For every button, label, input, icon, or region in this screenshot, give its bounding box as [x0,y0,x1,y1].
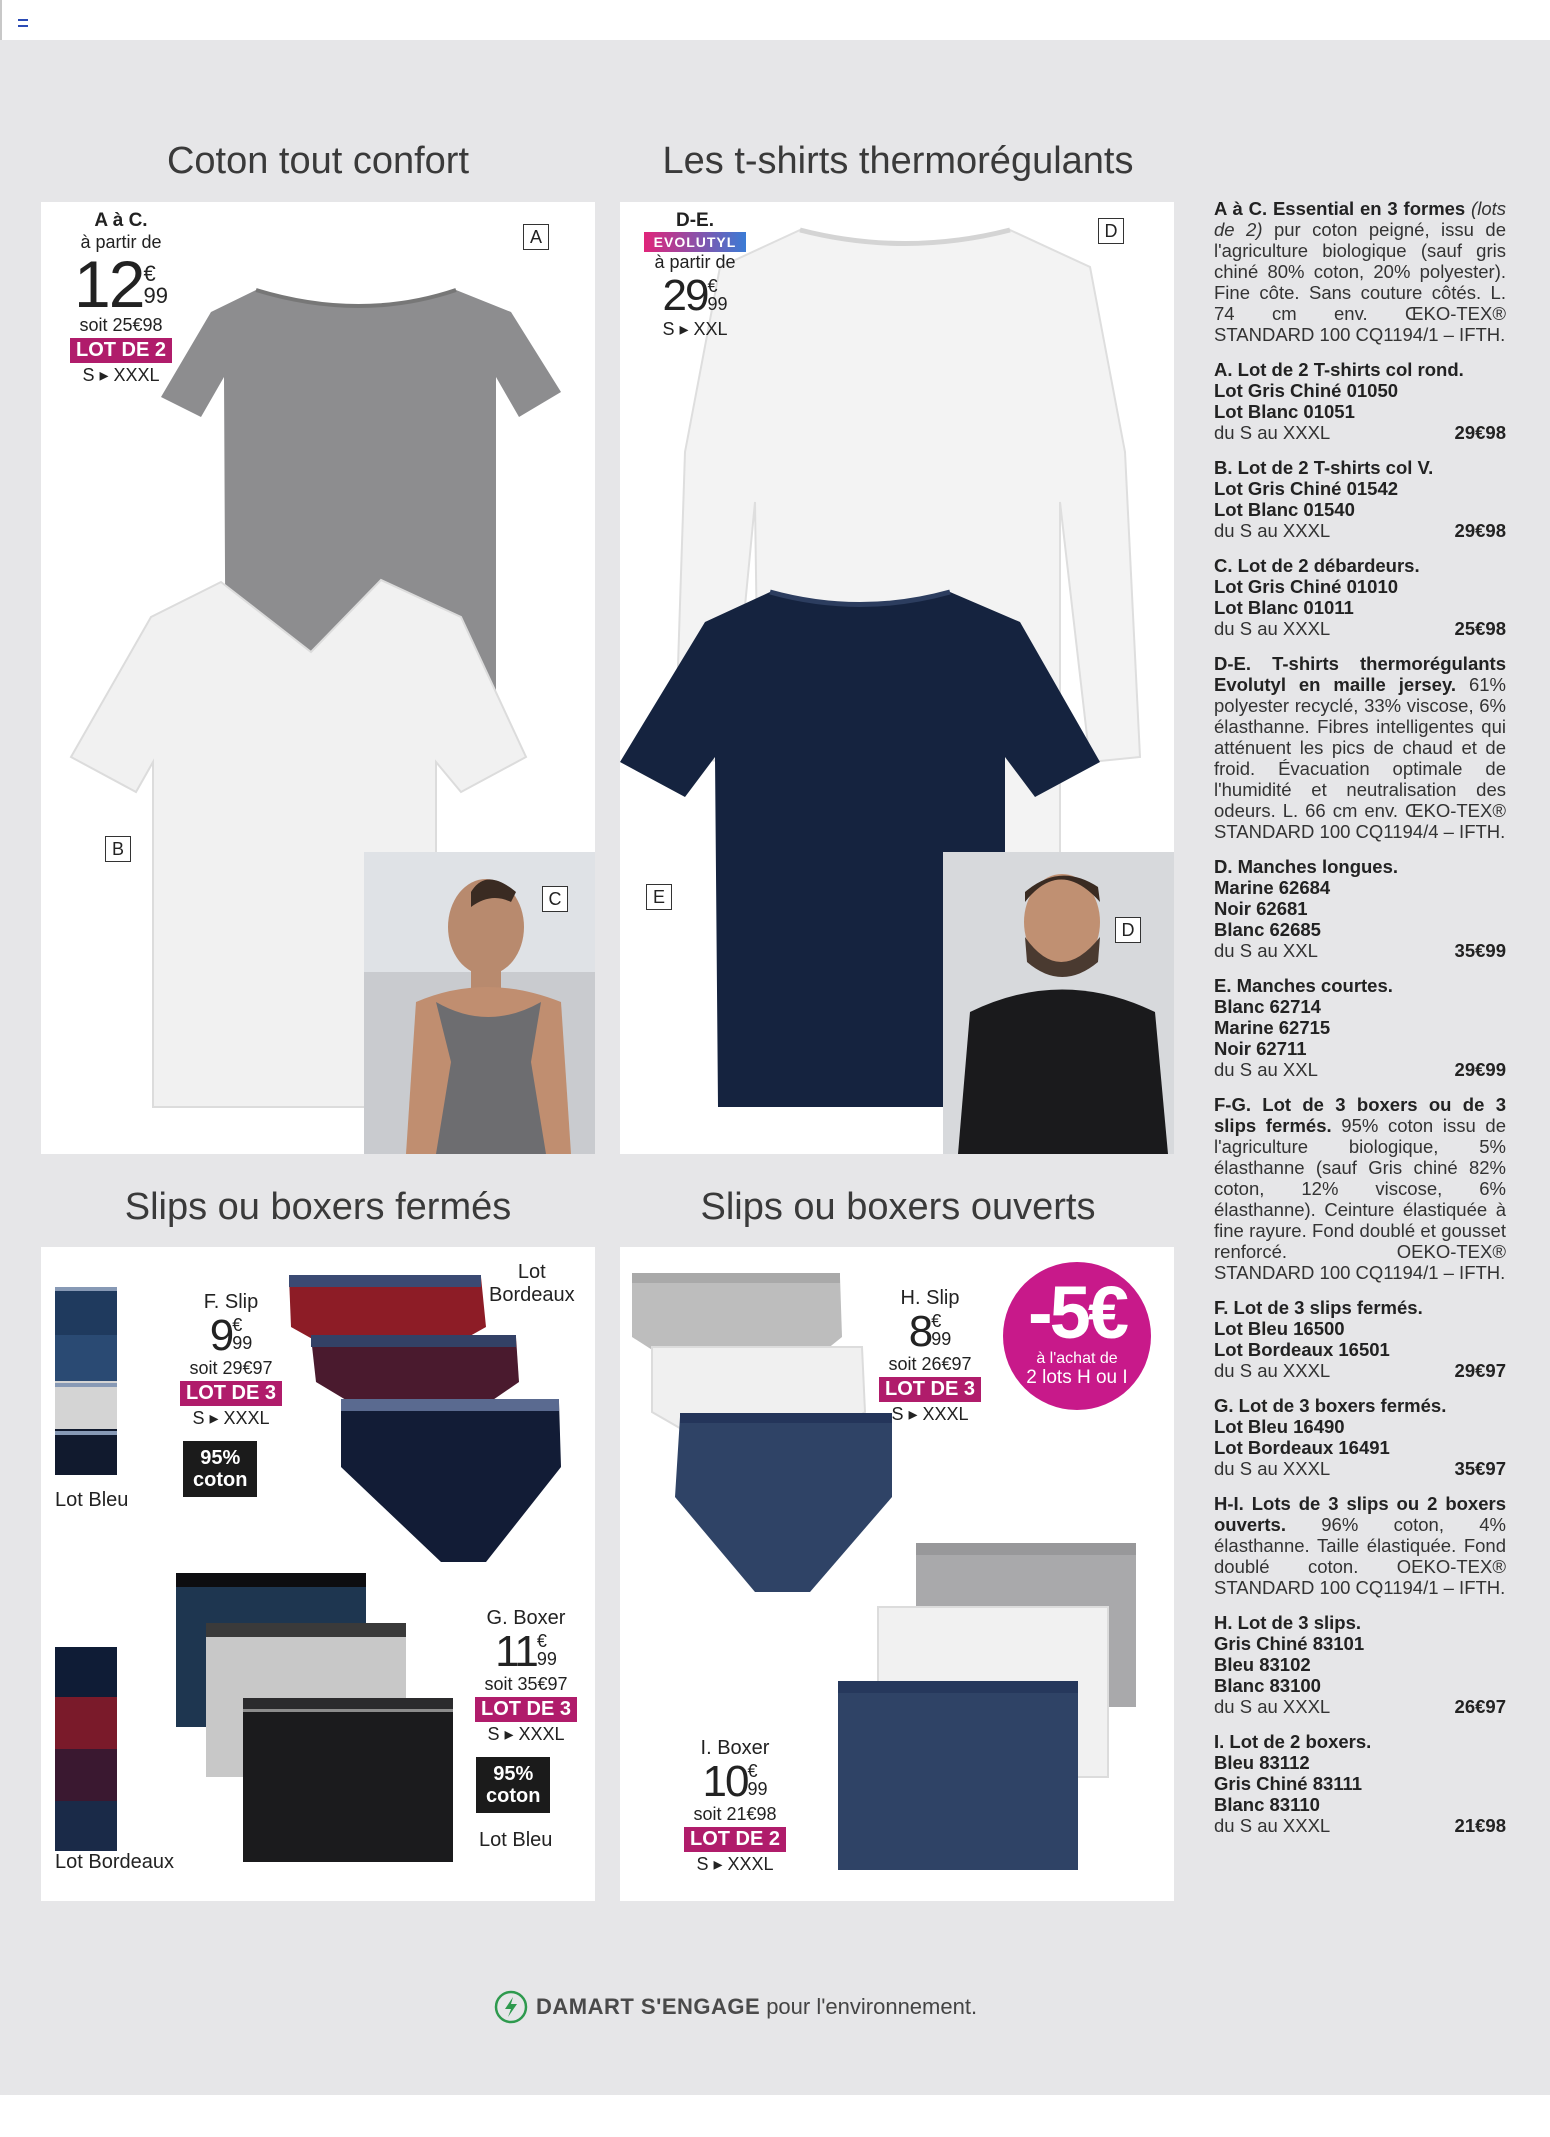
price-currency: € [143,261,156,286]
sizes: S ▸ XXL [662,319,728,339]
product-item-sizes: du S au XXXL [1214,1696,1331,1717]
soit-price: soit 25€98 [79,315,163,335]
heading-coton: Coton tout confort [166,140,470,182]
price-decimals: 99 [536,1649,557,1669]
product-item-price: 35€97 [1454,1458,1506,1479]
menu-icon[interactable] [18,19,28,27]
product-item-ref: Bleu 83112 [1214,1752,1310,1773]
from-label: à partir de [80,232,162,252]
product-item-footer [1214,1815,1506,1836]
price-decimals: 99 [143,283,168,308]
bottom-bar [0,2095,1550,2137]
price-currency: € [232,1315,243,1335]
product-item-price: 25€98 [1454,618,1506,639]
price-int: 9 [209,1311,233,1360]
product-item-price: 29€98 [1454,422,1506,443]
price-block-h [865,1287,995,1425]
swatch-bordeaux-2 [55,1697,117,1749]
items-hi [1214,1612,1506,1836]
product-item-ref: Blanc 62714 [1214,996,1321,1017]
sizes: S ▸ XXXL [696,1854,774,1874]
price-int: 12 [74,247,144,321]
product-item-footer [1214,520,1506,541]
product-item-price: 29€97 [1454,1360,1506,1381]
desc-ac-text: pur coton peigné, issu de l'agriculture biologique (sauf gris chiné 80% coton, 20% polyester). Fine côte. Sans couture côtés. L. 74 cm env. ŒKO-TEX® STANDARD 100 CQ1194/1 – IFTH. [1214,219,1506,345]
product-item-ref: Marine 62684 [1214,877,1331,898]
product-item-ref: Blanc 62685 [1214,919,1321,940]
product-item-ref: Lot Gris Chiné 01010 [1214,576,1399,597]
swatch-blue [55,1289,117,1335]
price-decimals: 99 [232,1333,253,1353]
soit-price: soit 29€97 [189,1358,273,1378]
product-item-title: C. Lot de 2 débardeurs. [1214,555,1420,576]
desc-de-title: D-E. T-shirts thermorégulants Evolutyl en maille jersey. [1214,653,1506,695]
product-item-ref: Lot Gris Chiné 01050 [1214,380,1399,401]
product-item-sizes: du S au XXXL [1214,1458,1331,1479]
product-item-title: E. Manches courtes. [1214,975,1393,996]
product-item-title: H. Lot de 3 slips. [1214,1612,1361,1633]
price-decimals: 99 [707,294,728,314]
coton-badge-g [476,1757,550,1813]
product-item-price: 21€98 [1454,1815,1506,1836]
soit-price: soit 21€98 [693,1804,777,1824]
product-item-title: G. Lot de 3 boxers fermés. [1214,1395,1447,1416]
product-item-ref: Lot Bordeaux 16501 [1214,1339,1390,1360]
price-block-ac [51,210,191,386]
product-item-price: 29€99 [1454,1059,1506,1080]
swatch-bordeaux-3 [55,1749,117,1801]
product-item-ref: Lot Blanc 01011 [1214,597,1354,618]
label-d: D [1098,218,1124,244]
caption-lot-bordeaux-top [489,1261,575,1307]
price-block-g [459,1607,593,1745]
desc-de-intro [1214,653,1506,842]
product-item [1214,856,1506,961]
caption-lot-bordeaux-bottom: Lot Bordeaux [55,1851,174,1873]
boxer-black [243,1702,453,1862]
product-item-price: 35€99 [1454,940,1506,961]
product-item-footer [1214,618,1506,639]
price-currency: € [931,1311,942,1331]
brief-navy [341,1402,561,1562]
product-item-sizes: du S au XXL [1214,1059,1318,1080]
price-currency: € [707,276,718,296]
price-block-de [620,210,770,340]
product-item [1214,555,1506,639]
product-item-ref: Marine 62715 [1214,1017,1331,1038]
promo-amount: -5€ [1028,1271,1126,1354]
soit-price: soit 26€97 [888,1354,972,1374]
lot-badge: LOT DE 3 [475,1697,577,1722]
product-item [1214,1612,1506,1717]
product-item-ref: Lot Bleu 16500 [1214,1318,1345,1339]
price-decimals: 99 [747,1779,768,1799]
desc-fg-title: F-G. Lot de 3 boxers ou de 3 slips fermés. [1214,1094,1506,1136]
price-currency: € [747,1761,758,1781]
promo-line2: 2 lots H ou I [1026,1367,1128,1388]
product-item-sizes: du S au XXXL [1214,520,1331,541]
product-item-footer [1214,1360,1506,1381]
heading-fermes: Slips ou boxers fermés [124,1186,512,1228]
swatch-bordeaux-1 [55,1647,117,1697]
coton-percent: 95% [200,1447,241,1469]
price-currency: € [536,1631,547,1651]
price-int: 8 [908,1307,932,1356]
product-item-ref: Lot Blanc 01540 [1214,499,1355,520]
product-item-footer [1214,940,1506,961]
soit-price: soit 35€97 [484,1674,568,1694]
product-item-sizes: du S au XXL [1214,940,1318,961]
ref-ac: A à C. [94,210,148,231]
desc-hi-text: 96% coton, 4% élasthanne. Taille élastiquée. Fond doublé coton. OEKO-TEX® STANDARD 100 CQ1194/1 – IFTH. [1214,1514,1506,1598]
product-item-title: A. Lot de 2 T-shirts col rond. [1214,359,1464,380]
product-item-ref: Lot Bordeaux 16491 [1214,1437,1390,1458]
ref-h: H. Slip [900,1287,960,1309]
label-e: E [646,884,672,910]
brief-navy [675,1417,892,1592]
promo-line1: à l'achat de [1036,1350,1118,1367]
coton-label: coton [193,1469,248,1491]
product-item-footer [1214,422,1506,443]
ref-f: F. Slip [203,1291,259,1313]
swatch-grey [55,1381,117,1429]
caption-lot-bleu-right: Lot Bleu [479,1829,553,1851]
label-b: B [105,836,131,862]
product-item-price: 26€97 [1454,1696,1506,1717]
footer-text: pour l'environnement. [766,1994,978,2019]
panel-thermo [620,202,1174,1154]
product-item [1214,359,1506,443]
product-item [1214,457,1506,541]
product-item-title: I. Lot de 2 boxers. [1214,1731,1372,1752]
product-item-price: 29€98 [1454,520,1506,541]
product-item-footer [1214,1458,1506,1479]
product-item-ref: Lot Blanc 01051 [1214,401,1355,422]
evolutyl-logo: EVOLUTYL [644,232,747,252]
label-c: C [542,886,568,912]
sizes: S ▸ XXXL [487,1724,565,1744]
sizes: S ▸ XXXL [192,1408,270,1428]
lot-badge: LOT DE 3 [180,1381,282,1406]
product-item [1214,1297,1506,1381]
lot-badge: LOT DE 2 [684,1827,786,1852]
top-bar [0,0,1550,40]
heading-ouverts: Slips ou boxers ouverts [700,1186,1096,1228]
ref-i: I. Boxer [700,1737,770,1759]
product-item-footer [1214,1059,1506,1080]
caption-lot: Lot [517,1261,546,1283]
product-item-ref: Noir 62681 [1214,898,1308,919]
price-int: 10 [702,1757,748,1806]
price-block-i [670,1737,800,1875]
product-item-ref: Bleu 83102 [1214,1654,1311,1675]
sizes: S ▸ XXXL [891,1404,969,1424]
lot-badge: LOT DE 3 [879,1377,981,1402]
items-mid [1214,856,1506,1080]
product-item-sizes: du S au XXXL [1214,1360,1331,1381]
boxer-navy [838,1685,1078,1870]
sizes: S ▸ XXXL [82,365,160,385]
product-item-sizes: du S au XXXL [1214,422,1331,443]
swatch-navy [55,1429,117,1475]
product-item-title: D. Manches longues. [1214,856,1399,877]
product-item-ref: Lot Gris Chiné 01542 [1214,478,1399,499]
desc-ac-title: A à C. Essential en 3 formes [1214,198,1466,219]
leaf-bolt-icon [494,1990,528,2024]
description-column [1214,198,1506,1850]
product-item-ref: Gris Chiné 83111 [1214,1773,1363,1794]
product-item-ref: Lot Bleu 16490 [1214,1416,1345,1437]
product-item-title: B. Lot de 2 T-shirts col V. [1214,457,1434,478]
product-item [1214,1731,1506,1836]
panel-coton [41,202,595,1154]
price-block-f [161,1291,301,1429]
caption-bordeaux: Bordeaux [489,1284,575,1306]
product-item-footer [1214,1696,1506,1717]
desc-ac-intro [1214,198,1506,345]
thermo-tshirts-illustration [620,202,1174,1154]
product-item-sizes: du S au XXXL [1214,1815,1331,1836]
desc-ac-italic: (lots de 2) [1214,198,1506,240]
promo-badge [1003,1262,1151,1410]
product-item-title: F. Lot de 3 slips fermés. [1214,1297,1423,1318]
panel-fermes [41,1247,595,1901]
from-label: à partir de [654,252,736,272]
footer-brand: DAMART S'ENGAGE [536,1994,761,2019]
price-decimals: 99 [931,1329,952,1349]
coton-badge-f [183,1441,257,1497]
product-item-ref: Blanc 83100 [1214,1675,1321,1696]
coton-percent: 95% [493,1763,534,1785]
desc-fg-intro [1214,1094,1506,1283]
heading-thermo: Les t-shirts thermorégulants [662,140,1134,182]
coton-label: coton [486,1785,541,1807]
ref-de: D-E. [676,210,714,231]
product-item-sizes: du S au XXXL [1214,618,1331,639]
desc-hi-intro [1214,1493,1506,1598]
ref-g: G. Boxer [486,1607,566,1629]
product-item [1214,975,1506,1080]
items-top [1214,359,1506,639]
product-item-ref: Blanc 83110 [1214,1794,1320,1815]
product-item-ref: Gris Chiné 83101 [1214,1633,1365,1654]
desc-fg-text: 95% coton issu de l'agriculture biologique, 5% élasthanne (sauf Gris chiné 82% coton, 12% viscose, 6% élasthanne). Ceinture élastiquée à fine rayure. Fond doublé et gousset renforcé. OEKO-TEX® STANDARD 100 CQ1194/1 – IFTH. [1214,1115,1506,1283]
lot-badge: LOT DE 2 [70,338,172,363]
product-item-ref: Noir 62711 [1214,1038,1307,1059]
label-a: A [523,224,549,250]
caption-lot-bleu-left: Lot Bleu [55,1489,129,1511]
price-int: 29 [662,271,708,320]
footer-engagement [494,1990,977,2024]
price-int: 11 [495,1627,537,1676]
desc-de-text: 61% polyester recyclé, 33% viscose, 6% élasthanne. Fibres intelligentes qui atténuent les pics de chaud et de froid. Évacuation optimale de l'humidité et neutralisation des odeurs. L. 66 cm env. ŒKO-TEX® STANDARD 100 CQ1194/4 – IFTH. [1214,674,1506,842]
desc-hi-title: H-I. Lots de 3 slips ou 2 boxers ouverts. [1214,1493,1506,1535]
items-fg [1214,1297,1506,1479]
product-item [1214,1395,1506,1479]
label-d-photo: D [1115,917,1141,943]
